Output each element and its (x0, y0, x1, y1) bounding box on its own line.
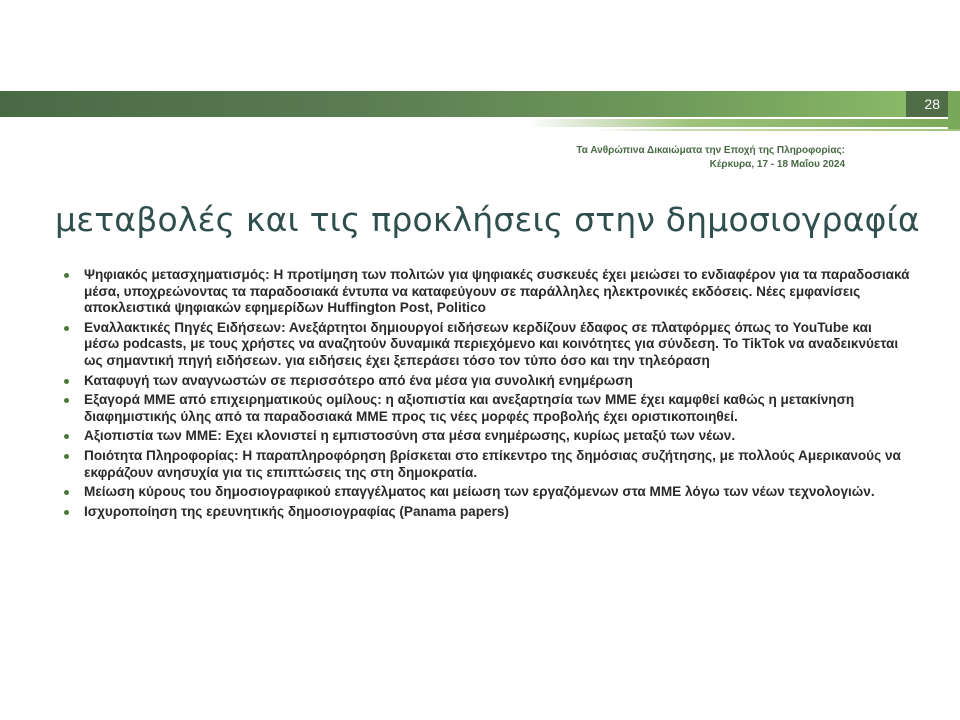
header-accent-strip (0, 119, 960, 127)
bullet-dot-icon (64, 273, 69, 278)
bullet-text: Εναλλακτικές Πηγές Ειδήσεων: Ανεξάρτητοι δημιουργοί ειδήσεων κερδίζουν έδαφος σε πλατφόρμες όπως το YouTube και μέσω podcasts, με τους χρήστες να αναζητούν δυναμικά περιεχόμενο και κοινότητες για σύνδεση. Το TikTok να αναδεικνύεται ως σημαντική πηγή ειδήσεων. για ειδήσεις έχει ξεπεράσει τόσο τον τύπο όσο και την τηλεόραση (84, 319, 899, 368)
bullet-item (60, 428, 910, 445)
bullet-text: Ψηφιακός μετασχηματισμός: Η προτίμηση των πολιτών για ψηφιακές συσκευές έχει μειώσει το ενδιαφέρον για τα παραδοσιακά μέσα, υποχρεώνοντας τα παραδοσιακά έντυπα να καταφεύγουν σε παράλληλες ηλεκτρονικές εκδόσεις. Νέες εμφανίσεις αποκλειστικά ψηφιακών εφημερίδων Huffington Post, Politico (84, 267, 910, 316)
bullet-dot-icon (64, 490, 69, 495)
bullet-list (60, 267, 910, 523)
bullet-dot-icon (64, 398, 69, 403)
bullet-text: Αξιοπιστία των ΜΜΕ: Εχει κλονιστεί η εμπιστοσύνη στα μέσα ενημέρωσης, κυρίως μεταξύ των νέων. (84, 428, 736, 444)
bullet-item (60, 373, 910, 390)
header-accent-line (0, 129, 960, 131)
bullet-dot-icon (64, 510, 69, 515)
page-number: 28 (924, 96, 940, 112)
bullet-dot-icon (64, 454, 69, 459)
conference-title: Τα Ανθρώπινα Δικαιώματα την Εποχή της Πληροφορίας: (576, 145, 845, 156)
bullet-item (60, 504, 910, 521)
bullet-text: Εξαγορά ΜΜΕ από επιχειρηματικούς ομίλους: η αξιοπιστία και ανεξαρτησία των ΜΜΕ έχει καμφθεί καθώς η μετακίνηση διαφημιστικής ύλης από τα παραδοσιακά ΜΜΕ προς τις νέες μορφές προβολής έχει οριστικοποιηθεί. (84, 392, 855, 424)
header-bar (0, 91, 960, 117)
slide-title: μεταβολές και τις προκλήσεις στην δημοσιογραφία (55, 200, 920, 239)
conference-place-date: Κέρκυρα, 17 - 18 Μαΐου 2024 (709, 159, 845, 170)
bullet-text: Καταφυγή των αναγνωστών σε περισσότερο από ένα μέσα για συνολική ενημέρωση (84, 372, 633, 388)
bullet-item (60, 267, 910, 317)
bullet-text: Ποιότητα Πληροφορίας: Η παραπληροφόρηση βρίσκεται στο επίκεντρο της δημόσιας συζήτησης, με πολλούς Αμερικανούς να εκφράζουν ανησυχία για τις επιπτώσεις της στη δημοκρατία. (84, 447, 901, 480)
bullet-item (60, 484, 910, 501)
bullet-dot-icon (64, 326, 69, 331)
bullet-item (60, 448, 910, 481)
bullet-item (60, 320, 910, 370)
bullet-dot-icon (64, 434, 69, 439)
bullet-text: Μείωση κύρους του δημοσιογραφικού επαγγέλματος και μείωση των εργαζόμενων στα ΜΜΕ λόγω των νέων τεχνολογιών. (84, 484, 875, 500)
conference-caption (576, 144, 845, 172)
bullet-dot-icon (64, 379, 69, 384)
bullet-item (60, 392, 910, 425)
bullet-text: Ισχυροποίηση της ερευνητικής δημοσιογραφίας (Panama papers) (84, 503, 509, 519)
